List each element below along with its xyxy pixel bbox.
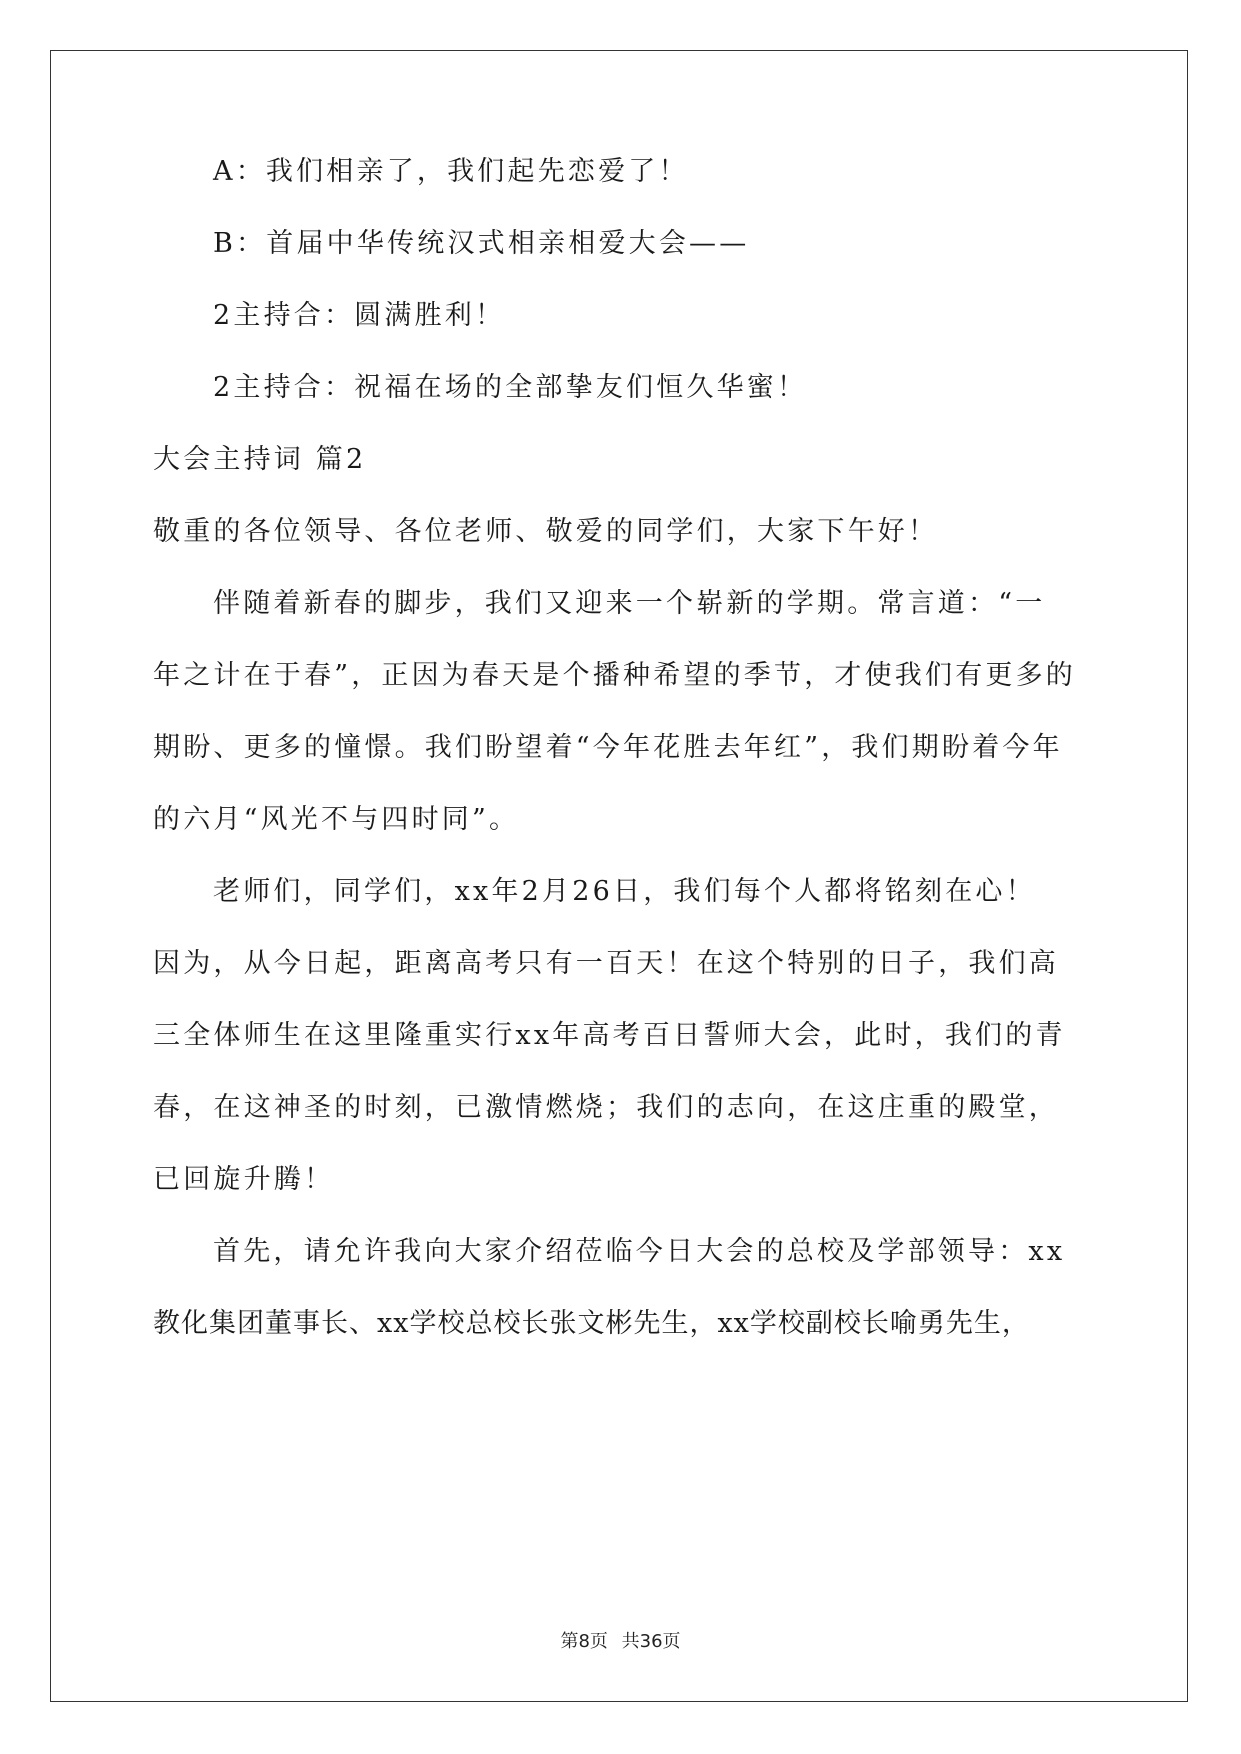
- paragraph-line: 已回旋升腾！: [153, 1164, 335, 1195]
- paragraph-line: 因为，从今日起，距离高考只有一百天！在这个特别的日子，我们高: [153, 948, 1059, 979]
- page-footer: [0, 1630, 1241, 1654]
- paragraph-line: 的六月“风光不与四时同”。: [153, 804, 520, 835]
- dialogue-line-both-1: 2主持合：圆满胜利！: [213, 300, 506, 331]
- paragraph-line: 三全体师生在这里隆重实行xx年高考百日誓师大会，此时，我们的青: [153, 1020, 1066, 1051]
- paragraph-line: 期盼、更多的憧憬。我们盼望着“今年花胜去年红”，我们期盼着今年: [153, 732, 1063, 763]
- dialogue-line-both-2: 2主持合：祝福在场的全部挚友们恒久华蜜！: [213, 372, 808, 403]
- paragraph-line: 伴随着新春的脚步，我们又迎来一个崭新的学期。常言道：“一: [213, 588, 1046, 619]
- paragraph-line: 春，在这神圣的时刻，已激情燃烧；我们的志向，在这庄重的殿堂，: [153, 1092, 1059, 1123]
- paragraph-line: 年之计在于春”，正因为春天是个播种希望的季节，才使我们有更多的: [153, 660, 1077, 691]
- paragraph-line: 老师们，同学们，xx年2月26日，我们每个人都将铭刻在心！: [213, 876, 1036, 907]
- page-total: 共36页: [621, 1631, 681, 1652]
- section-heading: 大会主持词 篇2: [153, 444, 367, 475]
- dialogue-line-b: B：首届中华传统汉式相亲相爱大会——: [213, 228, 750, 259]
- paragraph-line: 首先，请允许我向大家介绍莅临今日大会的总校及学部领导：xx: [213, 1236, 1066, 1267]
- dialogue-line-a: A：我们相亲了，我们起先恋爱了！: [213, 156, 689, 187]
- page-number: 第8页: [560, 1631, 608, 1652]
- paragraph-line: 教化集团董事长、xx学校总校长张文彬先生，xx学校副校长喻勇先生，: [153, 1308, 1030, 1339]
- greeting-line: 敬重的各位领导、各位老师、敬爱的同学们，大家下午好！: [153, 516, 939, 547]
